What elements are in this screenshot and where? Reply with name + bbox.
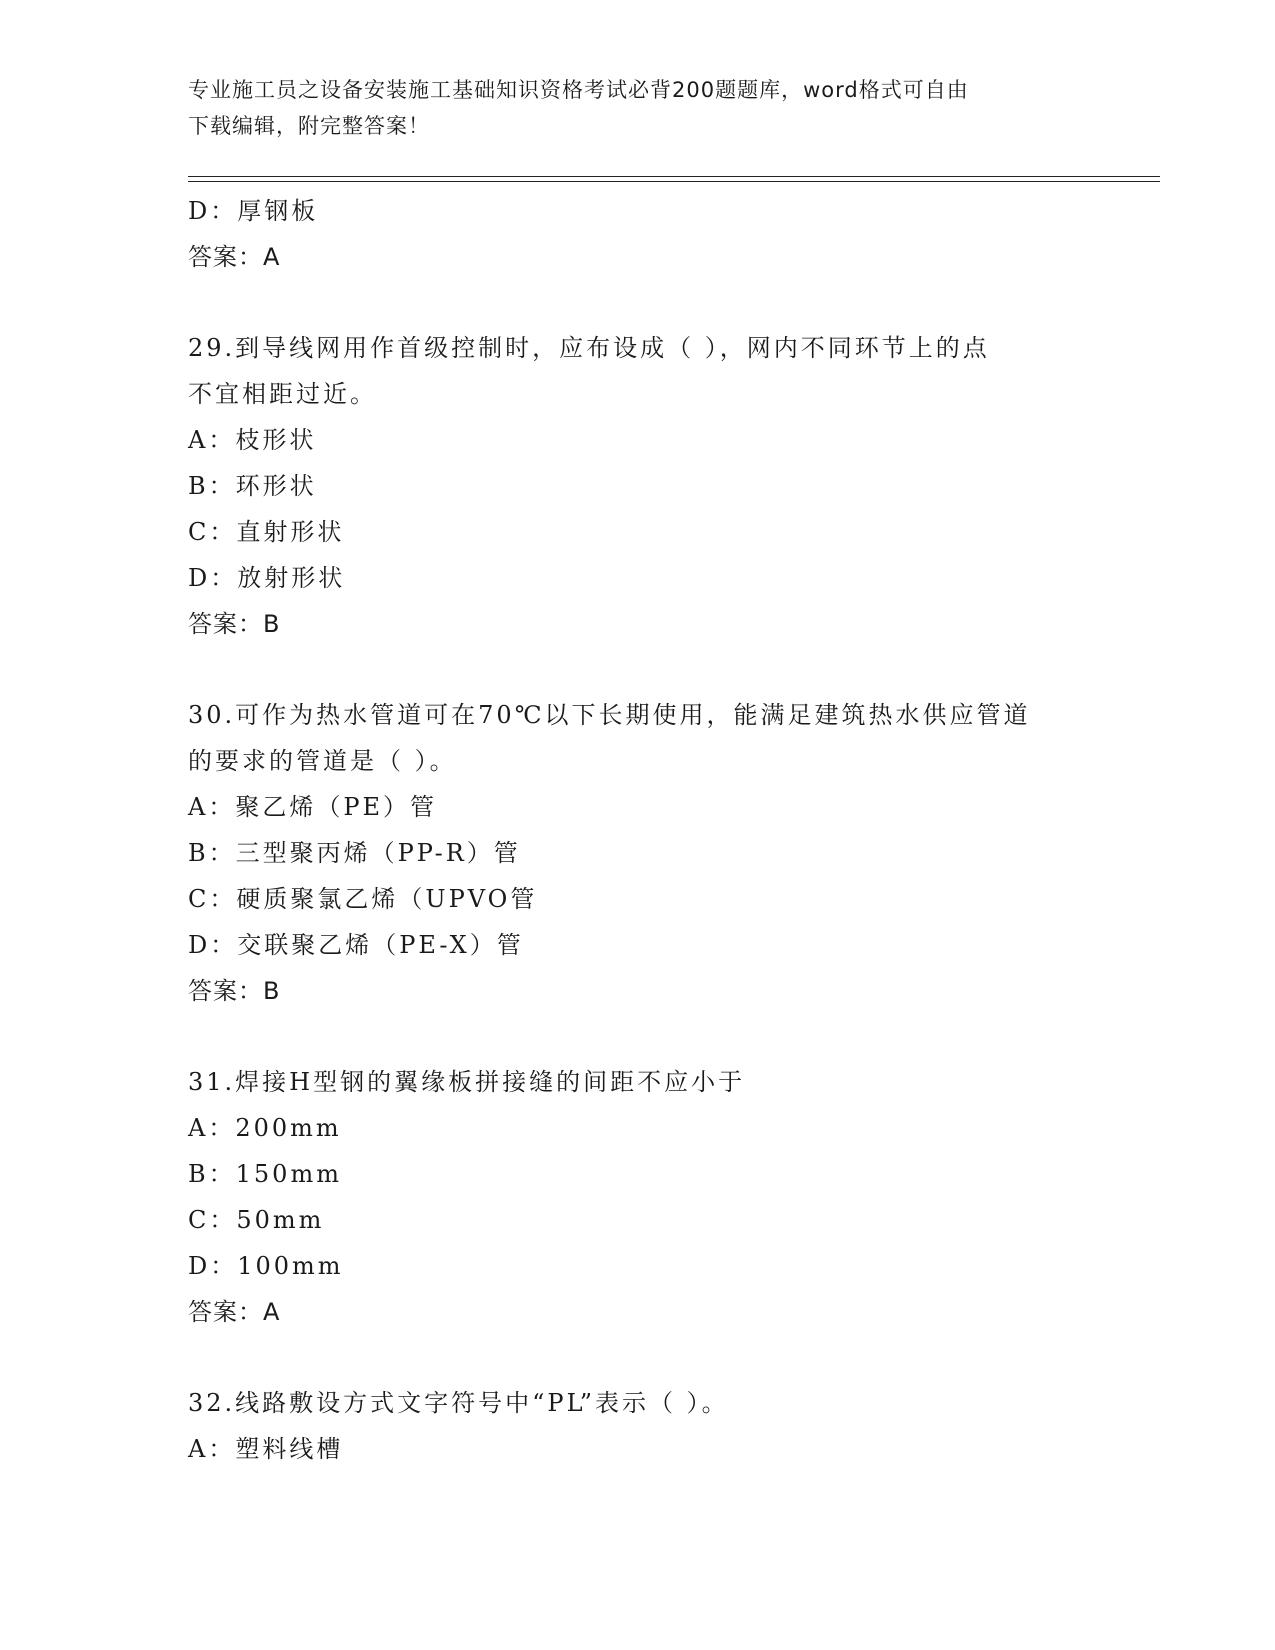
option-c: C：硬质聚氯乙烯（UPVO管: [188, 885, 538, 913]
header-divider-top: [188, 176, 1160, 177]
page-header: [188, 72, 1088, 144]
document-body: [188, 188, 1088, 1472]
option-a: A：200mm: [188, 1114, 342, 1142]
answer: 答案：B: [188, 977, 281, 1005]
question-stem: 32.线路敷设方式文字符号中“PL”表示（ ）。: [188, 1389, 729, 1417]
option-d: D：放射形状: [188, 564, 346, 592]
option-c: C：50mm: [188, 1206, 325, 1234]
option-d: D：厚钢板: [188, 197, 319, 225]
answer: 答案：A: [188, 1298, 281, 1326]
header-line-2: 下载编辑，附完整答案！: [188, 114, 430, 138]
question-stem: 的要求的管道是（ ）。: [188, 747, 457, 775]
question-31: [188, 1059, 1088, 1335]
question-30: [188, 692, 1088, 1014]
answer: 答案：B: [188, 610, 281, 638]
option-a: A：枝形状: [188, 426, 317, 454]
header-divider-bottom: [188, 181, 1160, 182]
answer: 答案：A: [188, 243, 281, 271]
question-29: [188, 325, 1088, 647]
option-b: B：环形状: [188, 472, 317, 500]
spacer: [188, 1014, 1088, 1059]
question-stem: 29.到导线网用作首级控制时，应布设成（ ），网内不同环节上的点: [188, 334, 990, 362]
spacer: [188, 1335, 1088, 1380]
question-stem: 30.可作为热水管道可在70℃以下长期使用，能满足建筑热水供应管道: [188, 701, 1031, 729]
question-stem: 31.焊接H型钢的翼缘板拼接缝的间距不应小于: [188, 1068, 746, 1096]
spacer: [188, 280, 1088, 325]
option-d: D：100mm: [188, 1252, 344, 1280]
question-stem: 不宜相距过近。: [188, 380, 377, 408]
option-b: B：三型聚丙烯（PP-R）管: [188, 839, 521, 867]
option-b: B：150mm: [188, 1160, 342, 1188]
option-a: A：聚乙烯（PE）管: [188, 793, 437, 821]
option-a: A：塑料线槽: [188, 1435, 344, 1463]
question-32: [188, 1380, 1088, 1472]
header-line-1: 专业施工员之设备安装施工基础知识资格考试必背200题题库，word格式可自由: [188, 78, 969, 102]
option-d: D：交联聚乙烯（PE-X）管: [188, 931, 524, 959]
option-c: C：直射形状: [188, 518, 345, 546]
spacer: [188, 647, 1088, 692]
